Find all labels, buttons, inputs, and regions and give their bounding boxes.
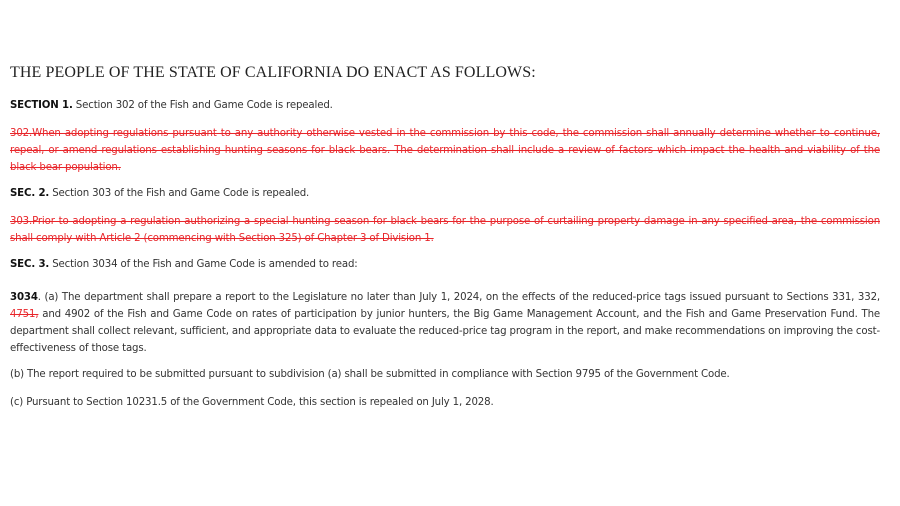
section-1 <box>10 97 880 114</box>
deleted-section-303: 303.Prior to adopting a regulation authorizing a special hunting season for black bears for the purpose of curtailing property damage in any specified area, the commission shall comply with Article 2 (commencing with Section 325) of Chapter 3 of Division 1. <box>10 216 880 244</box>
subdivision-text: and 4902 of the Fish and Game Code on rates of participation by junior hunters, the Big Game Management Account, and the Fish and Game Preservation Fund. The department shall collect relevant, sufficient, and appropriate data to evaluate the reduced-price tag program in the report, and make recommendations on improving the cost-effectiveness of those tags. <box>10 309 880 354</box>
section-text: Section 302 of the Fish and Game Code is repealed. <box>72 100 333 111</box>
section-3034-subdivision-c: (c) Pursuant to Section 10231.5 of the Government Code, this section is repealed on July 1, 2028. <box>10 397 494 408</box>
section-2 <box>10 185 880 202</box>
section-3034-subdivision-a <box>10 289 880 357</box>
subdivision-text: . (a) The department shall prepare a report to the Legislature no later than July 1, 2024, on the effects of the reduced-price tags issued pursuant to Sections 331, 332, <box>37 292 880 303</box>
deleted-section-302: 302.When adopting regulations pursuant to any authority otherwise vested in the commission by this code, the commission shall annually determine whether to continue, repeal, or amend regulations establishing hunting seasons for black bears. The determination shall include a review of factors which impact the health and viability of the black bear population. <box>10 128 880 173</box>
section-label: SECTION 1. <box>10 100 73 111</box>
section-text: Section 3034 of the Fish and Game Code is amended to read: <box>49 259 358 270</box>
enacting-clause-heading: THE PEOPLE OF THE STATE OF CALIFORNIA DO ENACT AS FOLLOWS: <box>10 64 536 81</box>
section-label: SEC. 3. <box>10 259 50 270</box>
section-text: Section 303 of the Fish and Game Code is repealed. <box>49 188 310 199</box>
deleted-text: 4751, <box>10 309 39 320</box>
section-label: SEC. 2. <box>10 188 50 199</box>
section-3034-subdivision-b: (b) The report required to be submitted pursuant to subdivision (a) shall be submitted in compliance with Section 9795 of the Government Code. <box>10 369 730 380</box>
section-3 <box>10 256 880 273</box>
section-number: 3034 <box>10 292 38 303</box>
